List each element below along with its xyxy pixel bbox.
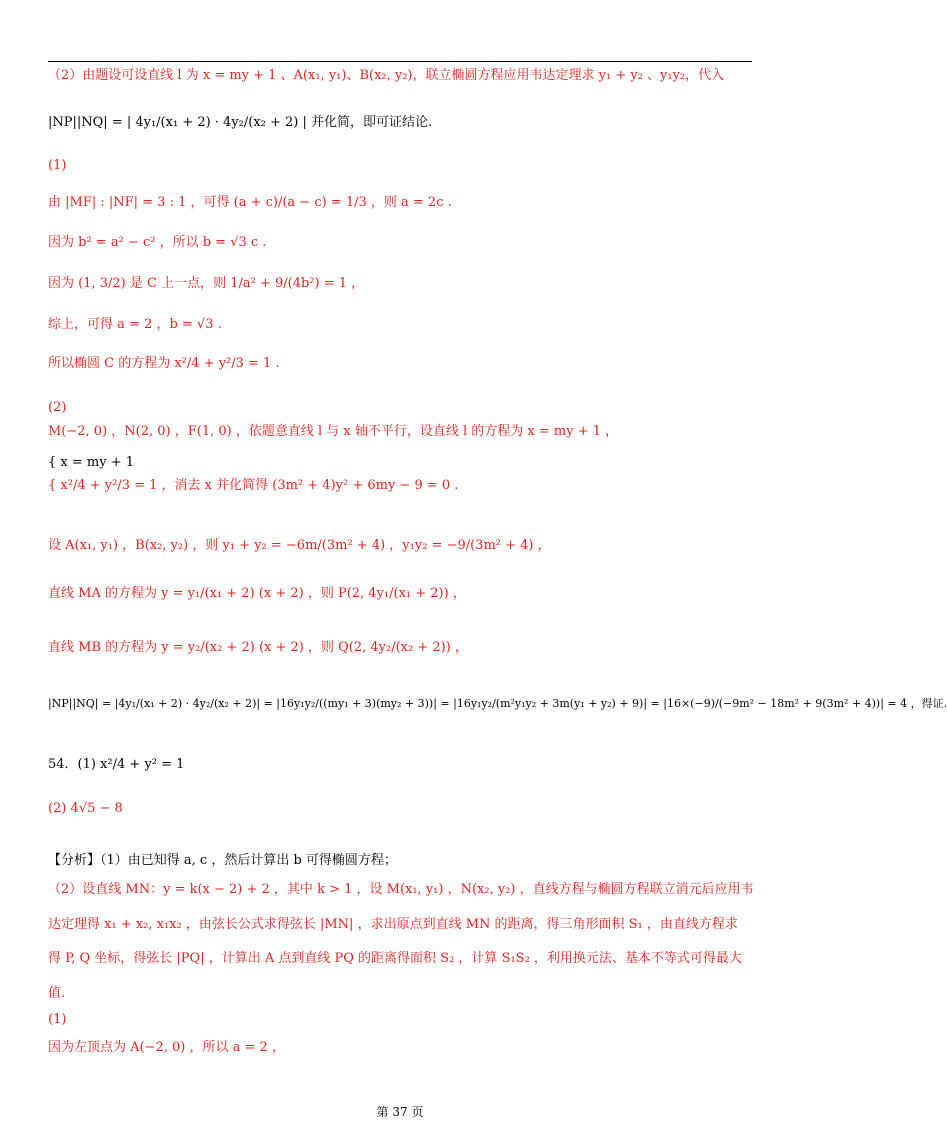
text-line-21: 达定理得 x₁ + x₂, x₁x₂ ，由弦长公式求得弦长 |MN| ，求出原点到直线 MN 的距离，得三角形面积 S₁ ，由直线方程求 xyxy=(48,917,738,932)
text-line-23: 值. xyxy=(48,986,66,1001)
text-line-18: (2) 4√5 − 8 xyxy=(48,801,123,816)
text-line-3: (1) xyxy=(48,158,67,173)
text-line-8: 所以椭圆 C 的方程为 x²/4 + y²/3 = 1 . xyxy=(48,356,280,371)
page-number: 第 37 页 xyxy=(376,1105,424,1119)
text-line-15: 直线 MB 的方程为 y = y₂/(x₂ + 2) (x + 2) ，则 Q(2, 4y₂/(x₂ + 2)) ， xyxy=(48,640,468,655)
text-line-10: M(−2, 0) ，N(2, 0) ，F(1, 0) ，依题意直线 l 与 x 轴不平行，设直线 l 的方程为 x = my + 1 ， xyxy=(48,424,619,439)
text-line-5: 因为 b² = a² − c² ，所以 b = √3 c . xyxy=(48,235,267,250)
header-rule xyxy=(48,61,752,62)
text-line-25: 因为左顶点为 A(−2, 0) ，所以 a = 2 ， xyxy=(48,1040,285,1055)
text-line-24: (1) xyxy=(48,1012,67,1027)
text-line-11: { x = my + 1 xyxy=(48,455,134,470)
text-line-20: （2）设直线 MN：y = k(x − 2) + 2 ，其中 k > 1 ，设 M(x₁, y₁) ，N(x₂, y₂) ，直线方程与椭圆方程联立消元后应用韦 xyxy=(48,882,754,897)
text-line-1: （2）由题设可设直线 l 为 x = my + 1 、A(x₁, y₁)、B(x₂, y₂)，联立椭圆方程应用韦达定理求 y₁ + y₂ 、y₁y₂，代入 xyxy=(48,68,725,83)
text-line-14: 直线 MA 的方程为 y = y₁/(x₁ + 2) (x + 2) ，则 P(2, 4y₁/(x₁ + 2)) ， xyxy=(48,586,466,601)
text-line-16: |NP||NQ| = |4y₁/(x₁ + 2) · 4y₂/(x₂ + 2)| = |16y₁y₂/((my₁ + 3)(my₂ + 3))| = |16y₁y₂/(m²y₁y₂ + 3m(y₁ + y₂) + 9)| = |16×(−9)/(−9m² − 18m² + 9(3m² + 4))| = 4 ，得证. xyxy=(48,697,947,710)
text-line-7: 综上，可得 a = 2 ，b = √3 . xyxy=(48,317,222,332)
text-line-19: 【分析】（1）由已知得 a, c ，然后计算出 b 可得椭圆方程； xyxy=(48,853,397,868)
text-line-2: |NP||NQ| = | 4y₁/(x₁ + 2) · 4y₂/(x₂ + 2) | 并化简，即可证结论. xyxy=(48,115,433,130)
text-line-9: (2) xyxy=(48,400,67,415)
text-line-12: { x²/4 + y²/3 = 1 ，消去 x 并化简得 (3m² + 4)y² + 6my − 9 = 0 . xyxy=(48,478,459,493)
text-line-13: 设 A(x₁, y₁) ，B(x₂, y₂) ，则 y₁ + y₂ = −6m/(3m² + 4) ，y₁y₂ = −9/(3m² + 4) ， xyxy=(48,538,551,553)
text-line-22: 得 P, Q 坐标，得弦长 |PQ| ，计算出 A 点到直线 PQ 的距离得面积 S₂ ，计算 S₁S₂ ，利用换元法、基本不等式可得最大 xyxy=(48,951,742,966)
text-line-17: 54．(1) x²/4 + y² = 1 xyxy=(48,757,185,772)
text-line-4: 由 |MF| : |NF| = 3 : 1 ，可得 (a + c)/(a − c) = 1/3 ，则 a = 2c . xyxy=(48,195,452,210)
text-line-6: 因为 (1, 3/2) 是 C 上一点，则 1/a² + 9/(4b²) = 1 ， xyxy=(48,276,365,291)
